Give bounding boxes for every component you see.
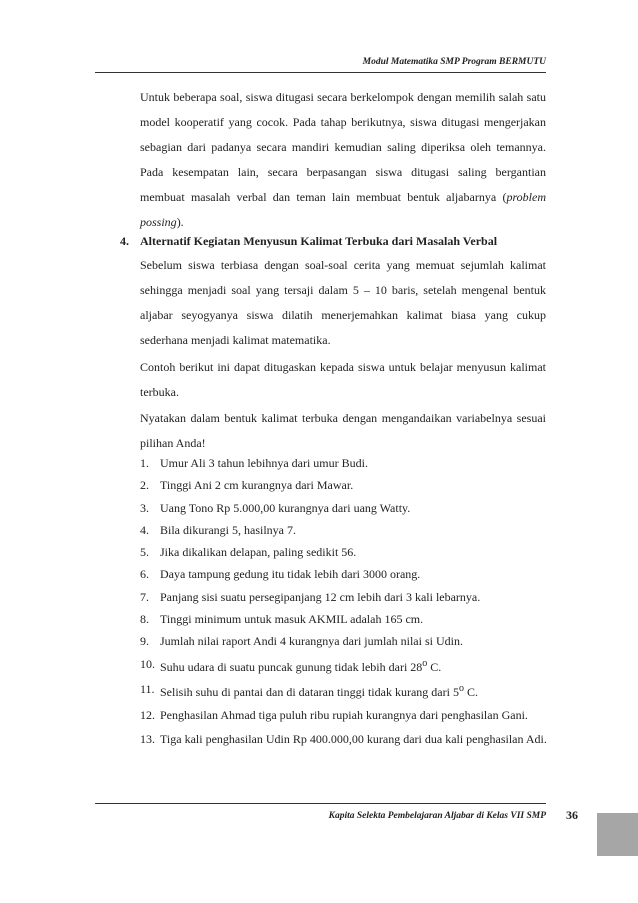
list-item — [140, 678, 550, 703]
section-title: Alternatif Kegiatan Menyusun Kalimat Terbuka dari Masalah Verbal — [140, 234, 498, 248]
footer-rule — [95, 803, 546, 804]
running-footer: Kapita Selekta Pembelajaran Aljabar di Kelas VII SMP — [328, 811, 546, 821]
item-number: 6. — [140, 567, 149, 582]
item-text: Panjang sisi suatu persegipanjang 12 cm lebih dari 3 kali lebarnya. — [160, 589, 481, 604]
item-number: 10. — [140, 656, 155, 671]
item-text: Bila dikurangi 5, hasilnya 7. — [160, 522, 296, 537]
list-item — [140, 474, 550, 496]
item-text: Tinggi minimum untuk masuk AKMIL adalah 165 cm. — [160, 612, 424, 627]
item-number: 4. — [140, 522, 149, 537]
list-item — [140, 586, 550, 608]
page-edge-tab — [597, 813, 638, 856]
item-text: Jumlah nilai raport Andi 4 kurangnya dari jumlah nilai si Udin. — [160, 634, 463, 649]
item-number: 9. — [140, 634, 149, 649]
item-text: Penghasilan Ahmad tiga puluh ribu rupiah kurangnya dari penghasilan Gani. — [160, 708, 528, 723]
item-number: 13. — [140, 732, 155, 747]
running-header: Modul Matematika SMP Program BERMUTU — [362, 57, 546, 67]
list-item — [140, 630, 550, 652]
item-text: Jika dikalikan delapan, paling sedikit 56. — [160, 545, 357, 560]
item-number: 5. — [140, 545, 149, 560]
list-item — [140, 519, 550, 541]
page-number: 36 — [566, 808, 578, 822]
item-text: Suhu udara di suatu puncak gunung tidak lebih dari 28 — [160, 659, 423, 674]
paragraph-nyatakan: Nyatakan dalam bentuk kalimat terbuka dengan mengandaikan variabelnya sesuai pilihan Anda! — [140, 411, 546, 450]
intro-text-end: ). — [176, 215, 184, 229]
degree-superscript: o — [422, 657, 428, 669]
list-item — [140, 608, 550, 630]
list-item — [140, 452, 550, 474]
section-number: 4. — [120, 234, 129, 248]
item-text: Selisih suhu di pantai dan di dataran tinggi tidak kurang dari 5 — [160, 684, 459, 699]
list-item — [140, 563, 550, 585]
intro-paragraph — [140, 85, 546, 235]
item-number: 12. — [140, 708, 155, 723]
list-item — [140, 541, 550, 563]
intro-italic-term: problem possing — [140, 190, 546, 229]
item-text-unit: C. — [463, 684, 478, 699]
item-number: 2. — [140, 478, 149, 493]
exercise-list — [140, 452, 550, 751]
list-item — [140, 727, 550, 751]
item-text: Tinggi Ani 2 cm kurangnya dari Mawar. — [160, 478, 354, 493]
item-number: 3. — [140, 500, 149, 515]
list-item — [140, 653, 550, 678]
item-text: Umur Ali 3 tahun lebihnya dari umur Budi. — [160, 456, 368, 470]
degree-superscript: o — [458, 682, 464, 694]
header-rule — [95, 72, 546, 73]
list-item — [140, 497, 550, 519]
item-number: 8. — [140, 612, 149, 627]
item-text: Tiga kali penghasilan Udin Rp 400.000,00 kurang dari dua kali penghasilan Adi. — [160, 732, 547, 747]
item-number: 1. — [140, 456, 149, 470]
item-text: Uang Tono Rp 5.000,00 kurangnya dari uang Watty. — [160, 500, 411, 515]
item-text-unit: C. — [427, 659, 442, 674]
list-item — [140, 703, 550, 727]
item-number: 11. — [140, 681, 155, 696]
paragraph-sebelum: Sebelum siswa terbiasa dengan soal-soal cerita yang memuat sejumlah kalimat sehingga menjadi soal yang tersaji dalam 5 – 10 baris, setelah mengenal bentuk aljabar seyogyanya siswa dilatih menerjemahkan kalimat biasa yang cukup sederhana menjadi kalimat matematika. — [140, 258, 546, 347]
intro-text: Untuk beberapa soal, siswa ditugasi secara berkelompok dengan memilih salah satu model kooperatif yang cocok. Pada tahap berikutnya, siswa ditugasi mengerjakan sebagian dari padanya secara mandiri kemudian saling diperiksa oleh temannya. Pada kesempatan lain, secara berpasangan siswa ditugasi saling bergantian membuat masalah verbal dan teman lain membuat bentuk aljabarnya ( — [140, 90, 546, 204]
paragraph-contoh: Contoh berikut ini dapat ditugaskan kepada siswa untuk belajar menyusun kalimat terbuka. — [140, 360, 546, 399]
item-number: 7. — [140, 589, 149, 604]
item-text: Daya tampung gedung itu tidak lebih dari 3000 orang. — [160, 567, 421, 582]
